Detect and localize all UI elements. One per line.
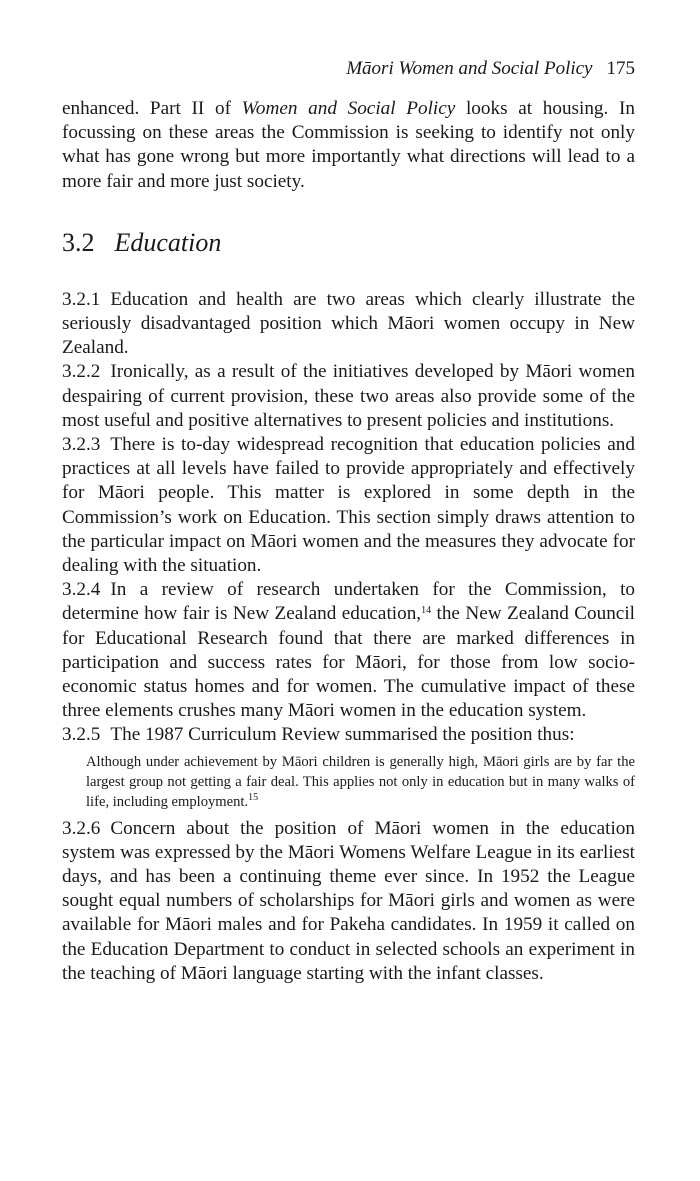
paragraph-number: 3.2.2 xyxy=(62,361,101,383)
intro-paragraph xyxy=(62,97,635,194)
section-heading xyxy=(62,228,635,258)
paragraph-text-cont: the New Zealand Council for Educational Research found that there are marked differences in participation and success rates for Māori, for those from low socio-economic status homes and for women. The cumulative impact of these three elements crushes many Māori women in the education system. xyxy=(62,603,635,722)
paragraph-3-2-4 xyxy=(62,578,635,723)
intro-italic-title: Women and Social Policy xyxy=(241,98,456,119)
section-title: Education xyxy=(114,227,222,257)
paragraph-number: 3.2.3 xyxy=(62,434,101,456)
paragraph-3-2-5 xyxy=(62,723,635,747)
paragraph-3-2-6 xyxy=(62,817,635,986)
paragraph-number: 3.2.6 xyxy=(62,817,101,839)
quote-text: Although under achievement by Māori children is generally high, Māori girls are by far the largest group not getting a fair deal. This applies not only in education but in many walks of life, including employment. xyxy=(86,753,635,810)
intro-text-b: looks at housing. In focussing on these areas the Commission is seeking to identify not only what has gone wrong but more importantly what directions will lead to a more fair and more just society. xyxy=(62,98,635,192)
paragraph-3-2-2 xyxy=(62,360,635,433)
paragraph-number: 3.2.5 xyxy=(62,724,101,746)
paragraph-3-2-3 xyxy=(62,433,635,578)
page-number: 175 xyxy=(606,58,635,79)
paragraph-number: 3.2.4 xyxy=(62,579,101,601)
paragraph-3-2-1 xyxy=(62,288,635,361)
running-header xyxy=(346,58,635,80)
footnote-marker: 14 xyxy=(421,605,432,617)
running-title: Māori Women and Social Policy xyxy=(346,58,593,79)
paragraph-text: The 1987 Curriculum Review summarised the position thus: xyxy=(110,724,575,746)
paragraph-number: 3.2.1 xyxy=(62,288,101,310)
paragraph-text: Education and health are two areas which clearly illustrate the seriously disadvantaged position which Māori women occupy in New Zealand. xyxy=(62,288,635,359)
intro-text-a: enhanced. Part II of xyxy=(62,98,242,119)
paragraph-text: There is to-day widespread recognition that education policies and practices at all levels have failed to provide appropriately and effectively for Māori people. This matter is explored in some depth in the Commission’s work on Education. This section simply draws attention to the particular impact on Māori women and the measures they advocate for dealing with the situation. xyxy=(62,434,635,577)
page-body xyxy=(62,97,635,986)
block-quote xyxy=(86,752,635,812)
footnote-marker: 15 xyxy=(248,791,259,803)
section-number: 3.2 xyxy=(62,227,95,257)
paragraph-text: Ironically, as a result of the initiatives developed by Māori women despairing of current provision, these two areas also provide some of the most useful and positive alternatives to present policies and institutions. xyxy=(62,361,635,431)
paragraph-text: In a review of research undertaken for the Commission, to determine how fair is New Zealand education, xyxy=(62,579,635,625)
paragraph-text: Concern about the position of Māori women in the education system was expressed by the Māori Womens Welfare League in its earliest days, and has been a continuing theme ever since. In 1952 the League sought equal numbers of scholarships for Māori girls and women as were available for Māori males and for Pakeha candidates. In 1959 it called on the Education Department to conduct in selected schools an experiment in the teaching of Māori language starting with the infant classes. xyxy=(62,817,635,984)
